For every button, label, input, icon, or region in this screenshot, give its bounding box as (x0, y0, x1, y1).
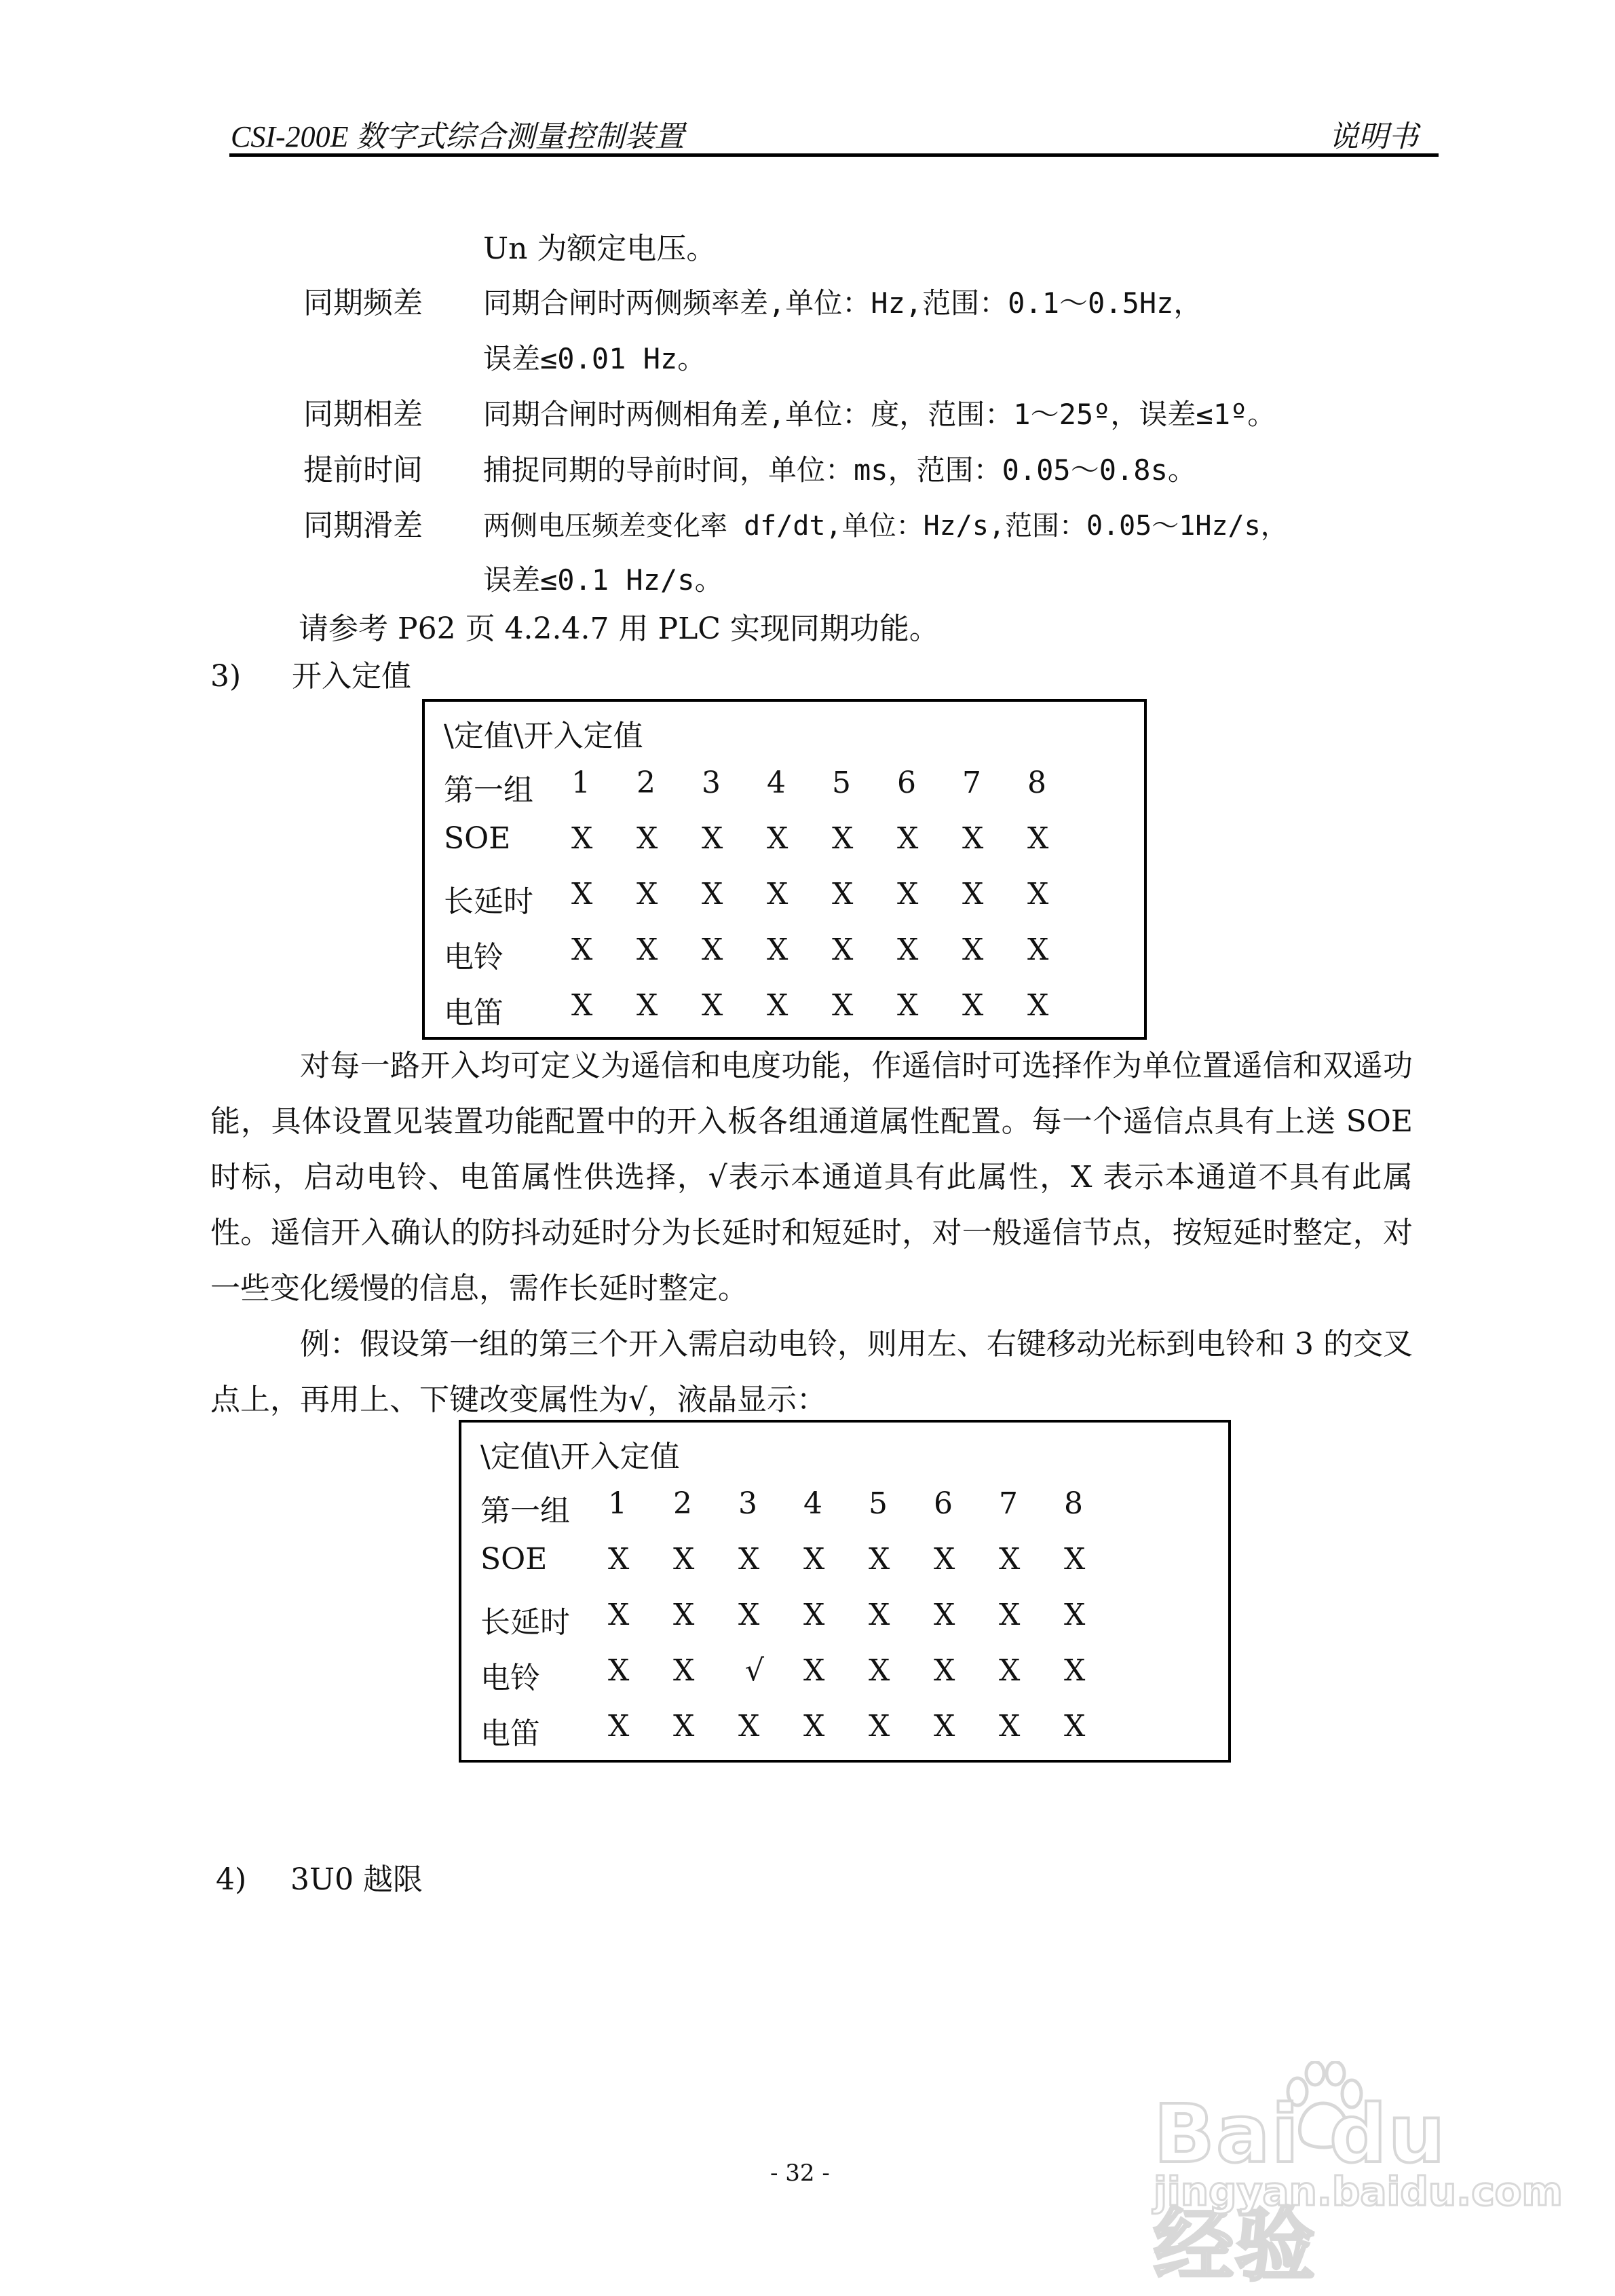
param-label-phase-diff: 同期相差 (303, 397, 423, 432)
column-header: 8 (1027, 766, 1046, 800)
cell: X (571, 821, 593, 856)
param-label-lead-time: 提前时间 (303, 453, 423, 487)
param-label-freq-diff: 同期频差 (303, 286, 423, 320)
cell: X (636, 821, 658, 856)
cell: X (999, 1653, 1021, 1688)
cell: X (897, 988, 919, 1023)
cell: X (571, 988, 593, 1023)
cell: X (1027, 933, 1049, 967)
document-type-label: 说明书 (1329, 120, 1418, 153)
group-label: 第一组 (480, 1494, 570, 1528)
cell: X (962, 988, 984, 1023)
cell: X (934, 1653, 955, 1688)
column-header: 3 (702, 766, 721, 800)
param-desc-lead-time: 捕捉同期的导前时间，单位：ms，范围：0.05～0.8s。 (483, 453, 1196, 487)
cell: X (869, 1709, 890, 1744)
row-label: SOE (480, 1542, 548, 1577)
intro-line: Un 为额定电压。 (483, 231, 717, 266)
param-desc-freq-diff-2: 误差≤0.01 Hz。 (483, 342, 706, 375)
cell: X (962, 933, 984, 967)
cell: X (673, 1598, 695, 1632)
row-label: 电铃 (480, 1661, 540, 1695)
cell: X (1064, 1653, 1086, 1688)
row-label: 电笛 (480, 1716, 540, 1751)
cell: X (934, 1598, 955, 1632)
section-3-title: 开入定值 (292, 659, 411, 694)
cell: X (738, 1542, 760, 1577)
cell: X (803, 1709, 825, 1744)
row-label: 电笛 (444, 996, 504, 1030)
column-header: 6 (934, 1486, 953, 1521)
cell: X (636, 877, 658, 911)
cell: X (673, 1653, 695, 1688)
cell: X (702, 821, 723, 856)
param-label-slip: 同期滑差 (303, 508, 423, 543)
column-header: 6 (897, 766, 916, 800)
column-header: 5 (832, 766, 851, 800)
cell: X (803, 1598, 825, 1632)
cell: X (1027, 821, 1049, 856)
cell: X (571, 933, 593, 967)
cell: X (673, 1709, 695, 1744)
page-number: - 32 - (770, 2160, 830, 2187)
column-header: 4 (767, 766, 786, 800)
cell: X (832, 988, 854, 1023)
cell: X (702, 988, 723, 1023)
cell: X (934, 1709, 955, 1744)
param-desc-freq-diff-1: 同期合闸时两侧频率差,单位：Hz,范围：0.1～0.5Hz， (483, 286, 1202, 320)
watermark-logo: Bai du 经验 (1154, 2087, 1447, 2292)
baidu-watermark (1154, 2067, 1563, 2292)
param-desc-slip-2: 误差≤0.1 Hz/s。 (483, 563, 723, 597)
cell: X (608, 1542, 630, 1577)
column-header: 7 (962, 766, 981, 800)
cell: X (962, 821, 984, 856)
cell: X (869, 1653, 890, 1688)
cell: X (1064, 1709, 1086, 1744)
cell: X (1027, 988, 1049, 1023)
param-desc-slip-1: 两侧电压频差变化率 df/dt,单位：Hz/s,范围：0.05～1Hz/s， (483, 510, 1288, 542)
cell: X (869, 1542, 890, 1577)
cell: X (608, 1709, 630, 1744)
cell: X (999, 1598, 1021, 1632)
param-desc-phase-diff: 同期合闸时两侧相角差,单位：度，范围：1～25º，误差≤1º。 (483, 398, 1276, 431)
cell: X (636, 988, 658, 1023)
cell: X (673, 1542, 695, 1577)
cell: X (608, 1598, 630, 1632)
column-header: 2 (673, 1486, 692, 1521)
row-label: 长延时 (480, 1605, 570, 1640)
header-rule (229, 153, 1439, 157)
cell: X (1064, 1542, 1086, 1577)
cell: X (803, 1653, 825, 1688)
section-4-number: 4) (216, 1862, 247, 1897)
cell: X (832, 877, 854, 911)
cell: X (738, 1598, 760, 1632)
paragraph-example: 例：假设第一组的第三个开入需启动电铃，则用左、右键移动光标到电铃和 3 的交叉点上，再用上、下键改变属性为√，液晶显示： (210, 1327, 1413, 1417)
lcd-display-example (459, 1420, 1231, 1763)
row-label: SOE (444, 821, 511, 856)
cell: X (869, 1598, 890, 1632)
column-header: 8 (1064, 1486, 1083, 1521)
lcd-path: \定值\开入定值 (444, 719, 643, 753)
cell: X (702, 877, 723, 911)
cell: X (897, 877, 919, 911)
cell: X (832, 933, 854, 967)
document-title: CSI-200E 数字式综合测量控制装置 (231, 120, 685, 153)
row-label: 长延时 (444, 884, 533, 919)
cell: X (767, 988, 788, 1023)
cell: X (999, 1542, 1021, 1577)
cell: X (962, 877, 984, 911)
cell-checked: √ (745, 1653, 765, 1688)
reference-note: 请参考 P62 页 4.2.4.7 用 PLC 实现同期功能。 (299, 611, 939, 646)
paragraph-description: 对每一路开入均可定义为遥信和电度功能，作遥信时可选择作为单位置遥信和双遥功能，具体设置见装置功能配置中的开入板各组通道属性配置。每一个遥信点具有上送 SOE 时标，启动电铃、电笛属性供选择，√表示本通道具有此属性，X 表示本通道不具有此属性。遥信开入确认的防抖动延时分为长延时和短延时，对一般遥信节点，按短延时整定，对一些变化缓慢的信息，需作长延时整定。 (210, 1049, 1413, 1306)
cell: X (738, 1709, 760, 1744)
column-header: 1 (608, 1486, 627, 1521)
column-header: 1 (571, 766, 590, 800)
lcd-path: \定值\开入定值 (480, 1439, 680, 1474)
cell: X (999, 1709, 1021, 1744)
cell: X (803, 1542, 825, 1577)
column-header: 2 (636, 766, 656, 800)
section-3-number: 3) (210, 659, 242, 694)
cell: X (1027, 877, 1049, 911)
watermark-url: jingyan.baidu.com (1154, 2168, 1563, 2215)
cell: X (897, 933, 919, 967)
cell: X (767, 877, 788, 911)
row-label: 电铃 (444, 940, 504, 975)
cell: X (934, 1542, 955, 1577)
cell: X (608, 1653, 630, 1688)
cell: X (767, 933, 788, 967)
cell: X (702, 933, 723, 967)
cell: X (1064, 1598, 1086, 1632)
lcd-display-default (422, 699, 1147, 1040)
cell: X (897, 821, 919, 856)
column-header: 7 (999, 1486, 1018, 1521)
cell: X (832, 821, 854, 856)
cell: X (767, 821, 788, 856)
cell: X (636, 933, 658, 967)
group-label: 第一组 (444, 773, 533, 808)
column-header: 3 (738, 1486, 757, 1521)
cell: X (571, 877, 593, 911)
column-header: 5 (869, 1486, 888, 1521)
column-header: 4 (803, 1486, 822, 1521)
section-4-title: 3U0 越限 (290, 1862, 423, 1897)
